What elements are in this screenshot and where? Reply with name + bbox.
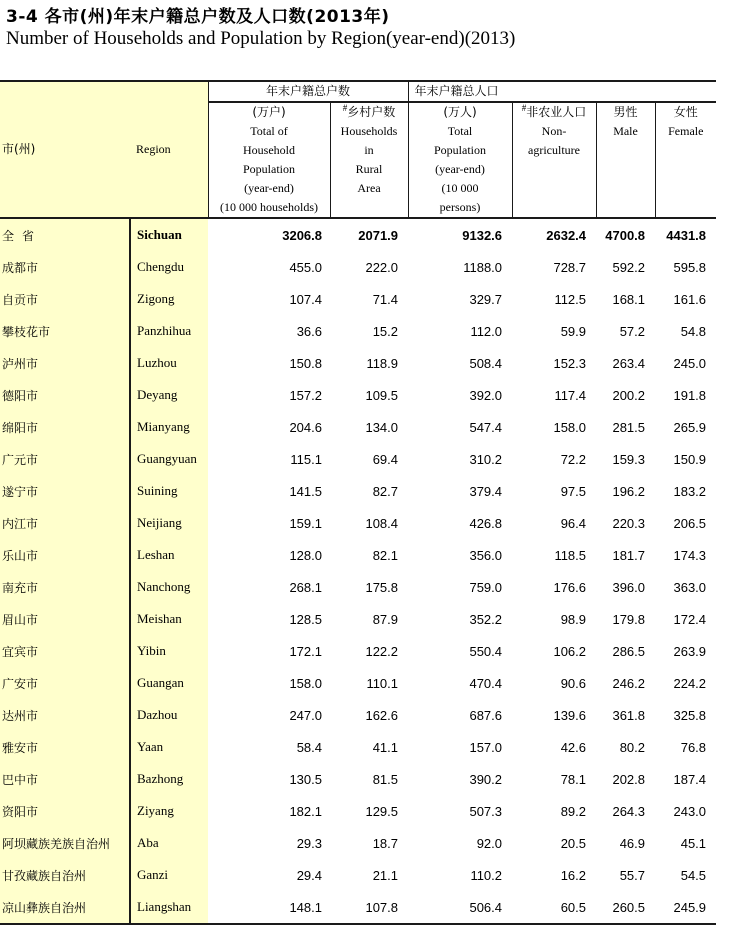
- population-group-header: 年末户籍总人口: [408, 81, 716, 102]
- city-cell: 成都市: [0, 251, 130, 283]
- city-cell: 乐山市: [0, 539, 130, 571]
- male-cell: 263.4: [612, 355, 646, 371]
- total-population-cell: 392.0: [469, 387, 503, 403]
- table-row-total: [0, 218, 716, 251]
- nonagricultural-population-cell: 60.5: [512, 891, 596, 924]
- table-row: [0, 251, 716, 283]
- city-cell: 宜宾市: [0, 635, 130, 667]
- female-cell: 187.4: [673, 771, 707, 787]
- total-households-cell: 128.0: [289, 547, 322, 563]
- total-households-cell: 157.2: [289, 387, 322, 403]
- male-cell: 159.3: [612, 451, 646, 467]
- rural-households-cell: 21.1: [372, 867, 399, 883]
- region-cell: Meishan: [130, 603, 208, 635]
- city-cell: 绵阳市: [0, 411, 130, 443]
- total-households-cell: 29.3: [296, 835, 322, 851]
- rural-households-cell: 162.6: [365, 707, 399, 723]
- total-population-cell: 759.0: [469, 579, 503, 595]
- city-cell: 自贡市: [0, 283, 130, 315]
- region-cell: Bazhong: [130, 763, 208, 795]
- female-cell: 191.8: [673, 387, 707, 403]
- city-cell: 攀枝花市: [0, 315, 130, 347]
- male-cell: 181.7: [612, 547, 646, 563]
- total-population-cell: 92.0: [476, 835, 503, 851]
- city-cell: 眉山市: [0, 603, 130, 635]
- total-population-cell: 506.4: [408, 891, 512, 924]
- male-cell: 220.3: [612, 515, 646, 531]
- table-title-english: Number of Households and Population by Region(year-end)(2013): [6, 28, 516, 49]
- households-group-header: 年末户籍总户数: [208, 81, 408, 102]
- male-header: 男性 Male: [596, 102, 655, 218]
- total-households-cell: 268.1: [289, 579, 322, 595]
- region-cell: Deyang: [130, 379, 208, 411]
- table-row: [0, 411, 716, 443]
- total-population-cell: 352.2: [469, 611, 503, 627]
- nonagricultural-population-cell: 42.6: [560, 739, 587, 755]
- region-cell: Yaan: [130, 731, 208, 763]
- city-cell: 达州市: [0, 699, 130, 731]
- total-population-header: (万人) Total Population (year-end) (10 000 persons): [408, 102, 512, 218]
- male-cell: 200.2: [612, 387, 646, 403]
- nonagricultural-population-cell: 89.2: [560, 803, 587, 819]
- nonagricultural-population-cell: 72.2: [560, 451, 587, 467]
- female-cell: 150.9: [673, 451, 707, 467]
- female-cell: 76.8: [680, 739, 707, 755]
- female-cell: 263.9: [673, 643, 707, 659]
- table-row: [0, 507, 716, 539]
- city-cell: 巴中市: [0, 763, 130, 795]
- region-cell: Dazhou: [130, 699, 208, 731]
- table-row: [0, 603, 716, 635]
- male-cell: 396.0: [612, 579, 646, 595]
- total-households-cell: 247.0: [289, 707, 322, 723]
- region-cell: Luzhou: [130, 347, 208, 379]
- rural-households-cell: 110.1: [366, 675, 399, 691]
- male-cell: 260.5: [596, 891, 655, 924]
- total-population-cell: 356.0: [469, 547, 503, 563]
- table-row: [0, 347, 716, 379]
- male-cell: 592.2: [612, 259, 646, 275]
- rural-households-cell: 109.5: [365, 387, 399, 403]
- table-row: [0, 731, 716, 763]
- table-body: [0, 218, 716, 924]
- total-households-cell: 128.5: [289, 611, 322, 627]
- region-cell: Sichuan: [130, 218, 208, 251]
- female-cell: 174.3: [673, 547, 707, 563]
- total-households-cell: 172.1: [289, 643, 322, 659]
- rural-households-cell: 82.1: [372, 547, 399, 563]
- female-cell: 243.0: [673, 803, 707, 819]
- nonagricultural-population-cell: 20.5: [560, 835, 587, 851]
- male-cell: 246.2: [612, 675, 646, 691]
- rural-households-header: #乡村户数 Households in Rural Area: [330, 102, 408, 218]
- table-row: [0, 379, 716, 411]
- total-households-cell: 107.4: [289, 291, 322, 307]
- nonagricultural-population-header: #非农业人口 Non- agriculture: [512, 102, 596, 218]
- city-cell: 凉山彝族自治州: [0, 891, 130, 924]
- rural-households-cell: 15.2: [372, 323, 399, 339]
- rural-households-cell: 69.4: [372, 451, 399, 467]
- total-households-cell: 141.5: [289, 483, 322, 499]
- households-population-table: [0, 80, 716, 925]
- region-cell: Chengdu: [130, 251, 208, 283]
- rural-households-cell: 41.1: [372, 739, 399, 755]
- male-cell: 57.2: [619, 323, 646, 339]
- region-cell: Zigong: [130, 283, 208, 315]
- total-population-cell: 329.7: [469, 291, 503, 307]
- table-row: [0, 763, 716, 795]
- region-cell: Ganzi: [130, 859, 208, 891]
- nonagricultural-population-cell: 16.2: [560, 867, 587, 883]
- city-cell: 广安市: [0, 667, 130, 699]
- city-cell: 内江市: [0, 507, 130, 539]
- city-cell: 泸州市: [0, 347, 130, 379]
- nonagricultural-population-cell: 112.5: [554, 291, 587, 307]
- total-population-cell: 470.4: [469, 675, 503, 691]
- male-cell: 55.7: [619, 867, 646, 883]
- female-cell: 224.2: [673, 675, 707, 691]
- male-cell: 80.2: [619, 739, 646, 755]
- total-population-cell: 310.2: [469, 451, 503, 467]
- region-cell: Nanchong: [130, 571, 208, 603]
- region-cell: Guangyuan: [130, 443, 208, 475]
- total-households-cell: 36.6: [296, 323, 322, 339]
- rural-households-cell: 81.5: [372, 771, 399, 787]
- table-row: [0, 283, 716, 315]
- total-households-cell: 150.8: [289, 355, 322, 371]
- female-cell: 325.8: [673, 707, 707, 723]
- nonagricultural-population-cell: 98.9: [560, 611, 587, 627]
- city-column-header: 市(州): [0, 81, 130, 218]
- female-cell: 183.2: [673, 483, 707, 499]
- nonagricultural-population-cell: 117.4: [554, 387, 587, 403]
- female-cell: 161.6: [673, 291, 707, 307]
- total-population-cell: 547.4: [469, 419, 503, 435]
- nonagricultural-population-cell: 2632.4: [546, 227, 587, 243]
- region-column-header: Region: [130, 81, 208, 218]
- table-row: [0, 571, 716, 603]
- nonagricultural-population-cell: 59.9: [560, 323, 587, 339]
- city-cell: 雅安市: [0, 731, 130, 763]
- table-row: [0, 443, 716, 475]
- rural-households-cell: 82.7: [372, 483, 399, 499]
- table-title-chinese: 3-4 各市(州)年末户籍总户数及人口数(2013年): [6, 7, 390, 27]
- nonagricultural-population-cell: 118.5: [554, 547, 587, 563]
- rural-households-cell: 122.2: [365, 643, 399, 659]
- region-cell: Yibin: [130, 635, 208, 667]
- table-row: [0, 539, 716, 571]
- table-row: [0, 699, 716, 731]
- total-population-cell: 550.4: [469, 643, 503, 659]
- table-row: [0, 827, 716, 859]
- region-cell: Guangan: [130, 667, 208, 699]
- city-cell: 德阳市: [0, 379, 130, 411]
- male-cell: 286.5: [612, 643, 646, 659]
- total-population-cell: 390.2: [469, 771, 503, 787]
- nonagricultural-population-cell: 158.0: [553, 419, 587, 435]
- male-cell: 202.8: [612, 771, 646, 787]
- rural-households-cell: 108.4: [365, 515, 399, 531]
- male-cell: 179.8: [612, 611, 646, 627]
- total-households-cell: 29.4: [296, 867, 322, 883]
- region-cell: Neijiang: [130, 507, 208, 539]
- total-population-cell: 379.4: [469, 483, 503, 499]
- city-cell: 全省: [0, 218, 130, 251]
- female-cell: 595.8: [673, 259, 707, 275]
- region-cell: Liangshan: [130, 891, 208, 924]
- nonagricultural-population-cell: 152.3: [553, 355, 587, 371]
- region-cell: Suining: [130, 475, 208, 507]
- male-cell: 4700.8: [605, 227, 646, 243]
- rural-households-cell: 107.8: [330, 891, 408, 924]
- total-population-cell: 9132.6: [462, 227, 503, 243]
- rural-households-cell: 87.9: [372, 611, 399, 627]
- city-cell: 资阳市: [0, 795, 130, 827]
- female-header: 女性 Female: [655, 102, 716, 218]
- total-population-cell: 426.8: [469, 515, 503, 531]
- total-households-cell: 204.6: [289, 419, 322, 435]
- rural-households-cell: 175.8: [365, 579, 399, 595]
- rural-households-cell: 71.4: [372, 291, 399, 307]
- male-cell: 168.1: [612, 291, 646, 307]
- female-cell: 172.4: [673, 611, 707, 627]
- city-cell: 阿坝藏族羌族自治州: [0, 827, 130, 859]
- table-row: [0, 667, 716, 699]
- nonagricultural-population-cell: 90.6: [560, 675, 587, 691]
- total-households-cell: 455.0: [289, 259, 322, 275]
- region-cell: Leshan: [130, 539, 208, 571]
- rural-households-cell: 18.7: [372, 835, 399, 851]
- female-cell: 54.8: [680, 323, 707, 339]
- female-cell: 54.5: [680, 867, 707, 883]
- total-population-cell: 110.2: [470, 867, 503, 883]
- total-population-cell: 112.0: [470, 323, 503, 339]
- total-population-cell: 508.4: [469, 355, 503, 371]
- nonagricultural-population-cell: 728.7: [553, 259, 587, 275]
- female-cell: 265.9: [673, 419, 707, 435]
- rural-households-cell: 222.0: [365, 259, 399, 275]
- city-cell: 南充市: [0, 571, 130, 603]
- total-households-cell: 182.1: [289, 803, 322, 819]
- male-cell: 46.9: [619, 835, 646, 851]
- table-row: [0, 859, 716, 891]
- table-row: [0, 635, 716, 667]
- region-cell: Ziyang: [130, 795, 208, 827]
- female-cell: 245.9: [655, 891, 716, 924]
- total-households-cell: 158.0: [289, 675, 322, 691]
- nonagricultural-population-cell: 106.2: [553, 643, 587, 659]
- rural-households-cell: 134.0: [365, 419, 399, 435]
- total-households-header: (万户) Total of Household Population (year-end) (10 000 households): [208, 102, 330, 218]
- city-cell: 遂宁市: [0, 475, 130, 507]
- region-cell: Panzhihua: [130, 315, 208, 347]
- female-cell: 45.1: [680, 835, 707, 851]
- total-households-cell: 130.5: [289, 771, 322, 787]
- nonagricultural-population-cell: 97.5: [560, 483, 587, 499]
- total-households-cell: 159.1: [289, 515, 322, 531]
- table-row: [0, 475, 716, 507]
- total-population-cell: 157.0: [469, 739, 503, 755]
- male-cell: 361.8: [612, 707, 646, 723]
- total-population-cell: 1188.0: [463, 259, 503, 275]
- city-cell: 广元市: [0, 443, 130, 475]
- total-population-cell: 507.3: [469, 803, 503, 819]
- table-row: [0, 891, 716, 924]
- city-cell: 甘孜藏族自治州: [0, 859, 130, 891]
- total-households-cell: 3206.8: [282, 227, 322, 243]
- nonagricultural-population-cell: 96.4: [560, 515, 587, 531]
- total-households-cell: 148.1: [208, 891, 330, 924]
- male-cell: 281.5: [612, 419, 646, 435]
- total-households-cell: 115.1: [290, 451, 322, 467]
- total-population-cell: 687.6: [469, 707, 503, 723]
- total-households-cell: 58.4: [296, 739, 322, 755]
- nonagricultural-population-cell: 78.1: [560, 771, 587, 787]
- nonagricultural-population-cell: 176.6: [553, 579, 587, 595]
- female-cell: 4431.8: [666, 227, 707, 243]
- rural-households-cell: 2071.9: [358, 227, 399, 243]
- nonagricultural-population-cell: 139.6: [553, 707, 587, 723]
- female-cell: 363.0: [673, 579, 707, 595]
- male-cell: 196.2: [612, 483, 646, 499]
- female-cell: 206.5: [673, 515, 707, 531]
- male-cell: 264.3: [612, 803, 646, 819]
- female-cell: 245.0: [673, 355, 707, 371]
- rural-households-cell: 129.5: [365, 803, 399, 819]
- region-cell: Mianyang: [130, 411, 208, 443]
- region-cell: Aba: [130, 827, 208, 859]
- rural-households-cell: 118.9: [366, 355, 399, 371]
- table-row: [0, 315, 716, 347]
- table-row: [0, 795, 716, 827]
